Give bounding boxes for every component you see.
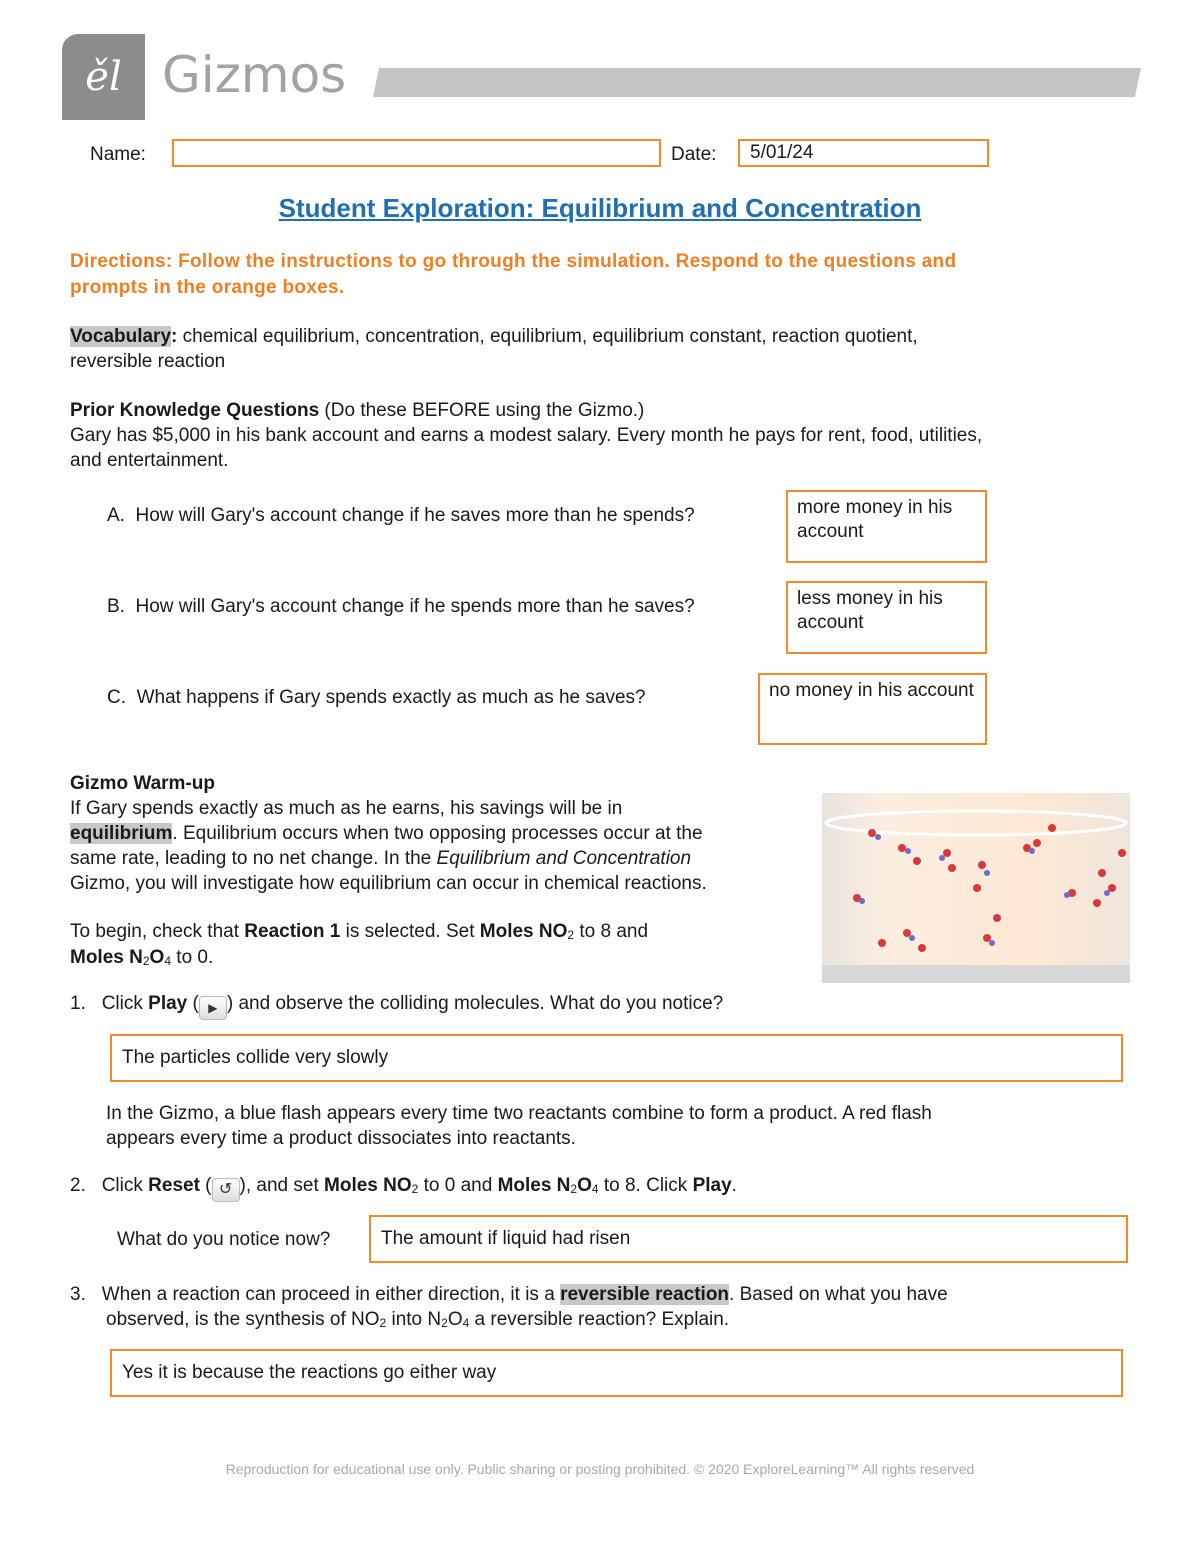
logo-text: Gizmos <box>162 46 347 104</box>
question-2: 2. Click Reset ( ↺ ), and set Moles $NO_2$ to 0 and Moles $N_2O_4$ to 8. Click Play. <box>70 1173 737 1202</box>
answer-a-field[interactable]: more money in his account <box>786 490 987 563</box>
page-title: Student Exploration: Equilibrium and Concentration <box>278 193 922 223</box>
answer-b-field[interactable]: less money in his account <box>786 581 987 654</box>
answer-3-field[interactable]: Yes it is because the reactions go either way <box>110 1349 1123 1397</box>
warmup-text-4: Gizmo, you will investigate how equilibrium can occur in chemical reactions. <box>70 873 707 894</box>
prior-heading: Prior Knowledge Questions (Do these BEFORE using the Gizmo.) <box>70 400 645 421</box>
question-b: B. How will Gary's account change if he spends more than he saves? <box>107 596 695 617</box>
question-3-line-2: observed, is the synthesis of $NO_2$ into $N_2O_4$ a reversible reaction? Explain. <box>106 1309 730 1330</box>
question-2-prompt: What do you notice now? <box>117 1229 331 1250</box>
begin-text-2: Moles $N_2O_4$ to 0. <box>70 947 214 968</box>
vocabulary-line-1: Vocabulary: chemical equilibrium, concentration, equilibrium, equilibrium constant, reaction quotient, <box>70 326 918 347</box>
question-c: C. What happens if Gary spends exactly as much as he saves? <box>107 687 646 708</box>
directions-line-1: Directions: Follow the instructions to go through the simulation. Respond to the questions and <box>70 251 957 272</box>
answer-1-field[interactable]: The particles collide very slowly <box>110 1034 1123 1082</box>
date-label: Date: <box>671 144 717 165</box>
warmup-text-2: equilibrium. Equilibrium occurs when two opposing processes occur at the <box>70 823 703 844</box>
prior-text-2: and entertainment. <box>70 450 229 471</box>
gizmos-logo-icon: ěl <box>62 34 145 120</box>
reset-icon: ↺ <box>212 1178 240 1202</box>
vocabulary-label: Vocabulary <box>70 326 172 347</box>
directions-line-2: prompts in the orange boxes. <box>70 277 345 298</box>
warmup-heading: Gizmo Warm-up <box>70 773 215 794</box>
info-text-1: In the Gizmo, a blue flash appears every time two reactants combine to form a product. A red flash <box>106 1103 932 1124</box>
name-field[interactable] <box>172 139 661 167</box>
name-label: Name: <box>90 144 146 165</box>
prior-text-1: Gary has $5,000 in his bank account and earns a modest salary. Every month he pays for rent, food, utilities, <box>70 425 983 446</box>
vocabulary-line-2: reversible reaction <box>70 351 226 372</box>
question-a: A. How will Gary's account change if he saves more than he spends? <box>107 505 695 526</box>
answer-2-field[interactable]: The amount if liquid had risen <box>369 1215 1128 1263</box>
answer-c-field[interactable]: no money in his account <box>758 673 987 745</box>
date-field[interactable]: 5/01/24 <box>738 139 989 167</box>
molecules-illustration <box>822 793 1130 983</box>
footer-copyright: Reproduction for educational use only. Public sharing or posting prohibited. © 2020 ExploreLearning™ All rights reserved <box>225 1461 975 1477</box>
header-bar <box>373 68 1141 97</box>
question-3-line-1: 3. When a reaction can proceed in either direction, it is a reversible reaction. Based on what you have <box>70 1284 948 1305</box>
info-text-2: appears every time a product dissociates into reactants. <box>106 1128 576 1149</box>
gizmo-beaker-image <box>822 793 1130 983</box>
warmup-text-1: If Gary spends exactly as much as he earns, his savings will be in <box>70 798 623 819</box>
warmup-text-3: same rate, leading to no net change. In the Equilibrium and Concentration <box>70 848 692 869</box>
begin-text-1: To begin, check that Reaction 1 is selected. Set Moles $NO_2$ to 8 and <box>70 921 649 942</box>
question-1: 1. Click Play ( ▶ ) and observe the colliding molecules. What do you notice? <box>70 991 723 1020</box>
play-icon: ▶ <box>199 996 227 1020</box>
